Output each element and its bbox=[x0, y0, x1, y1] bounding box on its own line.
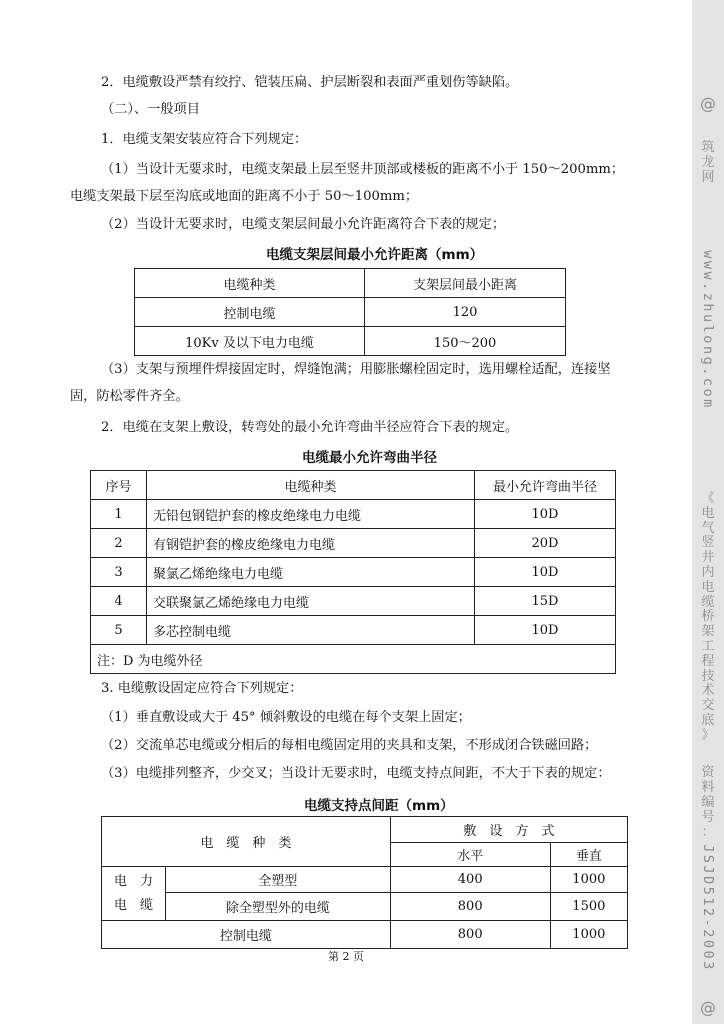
vertical-char: 内 bbox=[701, 564, 715, 580]
table-cell: 1 bbox=[91, 500, 147, 529]
table-cell: 10D bbox=[475, 616, 616, 645]
vertical-char: 工 bbox=[701, 638, 715, 654]
vertical-char: 术 bbox=[701, 683, 715, 699]
vertical-char: 网 bbox=[701, 170, 715, 185]
table-cell: 10D bbox=[475, 500, 616, 529]
table-row bbox=[91, 616, 616, 645]
table-row bbox=[135, 269, 566, 298]
vertical-char: 缆 bbox=[701, 594, 715, 610]
paragraph-bracket-rules: 1．电缆支架安装应符合下列规定： bbox=[101, 132, 308, 147]
vertical-char: 》 bbox=[701, 727, 715, 743]
table-header-cell: 垂直 bbox=[550, 843, 627, 867]
table-cell: 2 bbox=[91, 529, 147, 558]
vertical-char: 气 bbox=[701, 520, 715, 536]
table-row bbox=[91, 645, 616, 674]
table-cell: 20D bbox=[475, 529, 616, 558]
table-group-cell bbox=[102, 867, 166, 921]
table-header-cell: 支架层间最小距离 bbox=[365, 269, 566, 298]
table-cell: 800 bbox=[390, 921, 550, 949]
table-row bbox=[135, 327, 566, 356]
group-label-line: 电 力 bbox=[113, 873, 153, 889]
vertical-char: 号 bbox=[701, 810, 715, 825]
table2-title: 电缆最小允许弯曲半径 bbox=[302, 450, 437, 466]
vertical-char: 《 bbox=[701, 491, 715, 506]
vertical-char: 架 bbox=[701, 624, 715, 640]
paragraph-fixing-3: （3）电缆排列整齐，少交叉；当设计无要求时，电缆支持点间距，不大于下表的规定： bbox=[101, 766, 611, 781]
table1-title: 电缆支架层间最小允许距离（mm） bbox=[266, 247, 484, 263]
table-row bbox=[135, 298, 566, 327]
table-row bbox=[91, 529, 616, 558]
paragraph-fixing-rules: 3. 电缆敷设固定应符合下列规定： bbox=[101, 681, 303, 696]
vertical-char: 龙 bbox=[701, 155, 715, 170]
table-cell: 控制电缆 bbox=[102, 921, 391, 949]
paragraph-fixing-2: （2）交流单芯电缆或分相后的每相电缆固定用的夹具和支架，不形成闭合铁磁回路； bbox=[101, 738, 598, 753]
site-url: www.zhulong.com bbox=[700, 250, 716, 410]
paragraph-cable-defects: 2．电缆敷设严禁有绞拧、铠装压扁、护层断裂和表面严重划伤等缺陷。 bbox=[101, 75, 519, 90]
paragraph-rule-3b: 固，防松零件齐全。 bbox=[70, 389, 189, 404]
doc-code: JSJD512-2003 bbox=[700, 844, 716, 972]
table-row bbox=[102, 921, 628, 949]
table-cell: 除全塑型外的电缆 bbox=[166, 893, 391, 921]
table-cell: 10Kv 及以下电力电缆 bbox=[135, 327, 365, 356]
vertical-char: 井 bbox=[701, 550, 715, 566]
table-row bbox=[91, 471, 616, 500]
vertical-char: 电 bbox=[701, 505, 715, 521]
side-banner bbox=[692, 0, 724, 1024]
vertical-char: 技 bbox=[701, 668, 715, 684]
table-row bbox=[102, 817, 628, 843]
table-cell: 10D bbox=[475, 558, 616, 587]
table-cell: 120 bbox=[365, 298, 566, 327]
table-cell: 有钢铠护套的橡皮绝缘电力电缆 bbox=[147, 529, 475, 558]
doc-title bbox=[692, 492, 724, 744]
table-header-cell: 电缆种类 bbox=[147, 471, 475, 500]
brand-name bbox=[692, 140, 724, 185]
table-cell: 4 bbox=[91, 587, 147, 616]
table-row bbox=[102, 867, 628, 893]
section-general-items: （二）、一般项目 bbox=[101, 102, 200, 117]
table-header-cell: 电 缆 种 类 bbox=[102, 817, 391, 867]
page-number: 第 2 页 bbox=[328, 950, 364, 963]
vertical-char: 编 bbox=[701, 795, 715, 810]
table3-title: 电缆支持点间距（mm） bbox=[304, 798, 454, 814]
table-cell: 5 bbox=[91, 616, 147, 645]
table-cell: 15D bbox=[475, 587, 616, 616]
table-cell: 1500 bbox=[550, 893, 627, 921]
vertical-char: 程 bbox=[701, 653, 715, 669]
table-header-cell: 最小允许弯曲半径 bbox=[475, 471, 616, 500]
table-row bbox=[91, 500, 616, 529]
vertical-char: 电 bbox=[701, 579, 715, 595]
group-label-line: 电 缆 bbox=[113, 897, 153, 913]
table-cell: 控制电缆 bbox=[135, 298, 365, 327]
table-note: 注：D 为电缆外径 bbox=[91, 645, 616, 674]
table-header-cell: 电缆种类 bbox=[135, 269, 365, 298]
vertical-char: 交 bbox=[701, 698, 715, 714]
table-cell: 800 bbox=[390, 893, 550, 921]
table-cell: 1000 bbox=[550, 921, 627, 949]
vertical-char: 桥 bbox=[701, 609, 715, 625]
doc-code-label bbox=[692, 765, 724, 840]
table-header-cell: 序号 bbox=[91, 471, 147, 500]
table-support-spacing bbox=[101, 816, 628, 949]
vertical-char: ： bbox=[701, 825, 715, 840]
vertical-char: 竖 bbox=[701, 535, 715, 551]
table-header-cell: 水平 bbox=[390, 843, 550, 867]
table-row bbox=[91, 587, 616, 616]
vertical-char: 料 bbox=[701, 780, 715, 795]
table-cell: 1000 bbox=[550, 867, 627, 893]
table-cell: 聚氯乙烯绝缘电力电缆 bbox=[147, 558, 475, 587]
at-icon: @ bbox=[700, 998, 716, 1017]
vertical-char: 底 bbox=[701, 712, 715, 728]
table-cell: 150～200 bbox=[365, 327, 566, 356]
paragraph-rule-1a: （1）当设计无要求时，电缆支架最上层至竖井顶部或楼板的距离不小于 150～200mm； bbox=[101, 162, 625, 177]
table-header-cell: 敷 设 方 式 bbox=[390, 817, 627, 843]
table-row bbox=[91, 558, 616, 587]
table-cell: 400 bbox=[390, 867, 550, 893]
paragraph-rule-3a: （3）支架与预埋件焊接固定时，焊缝饱满；用膨胀螺栓固定时，选用螺栓适配，连接坚 bbox=[101, 362, 611, 377]
table-cell: 3 bbox=[91, 558, 147, 587]
paragraph-bend-radius: 2．电缆在支架上敷设，转弯处的最小允许弯曲半径应符合下表的规定。 bbox=[101, 420, 519, 435]
vertical-char: 资 bbox=[701, 765, 715, 780]
paragraph-rule-1b: 电缆支架最下层至沟底或地面的距离不小于 50～100mm； bbox=[70, 189, 419, 204]
table-row bbox=[102, 893, 628, 921]
table-cell: 无铅包钢铠护套的橡皮绝缘电力电缆 bbox=[147, 500, 475, 529]
paragraph-fixing-1: （1）垂直敷设或大于 45° 倾斜敷设的电缆在每个支架上固定； bbox=[101, 710, 471, 725]
paragraph-rule-2: （2）当设计无要求时，电缆支架层间最小允许距离符合下表的规定； bbox=[101, 217, 506, 232]
table-cell: 全塑型 bbox=[166, 867, 391, 893]
at-icon: @ bbox=[700, 94, 716, 113]
table-cell: 交联聚氯乙烯绝缘电力电缆 bbox=[147, 587, 475, 616]
table-cell: 多芯控制电缆 bbox=[147, 616, 475, 645]
vertical-char: 筑 bbox=[701, 140, 715, 155]
table-bracket-spacing bbox=[134, 268, 566, 356]
table-bend-radius bbox=[90, 470, 616, 674]
